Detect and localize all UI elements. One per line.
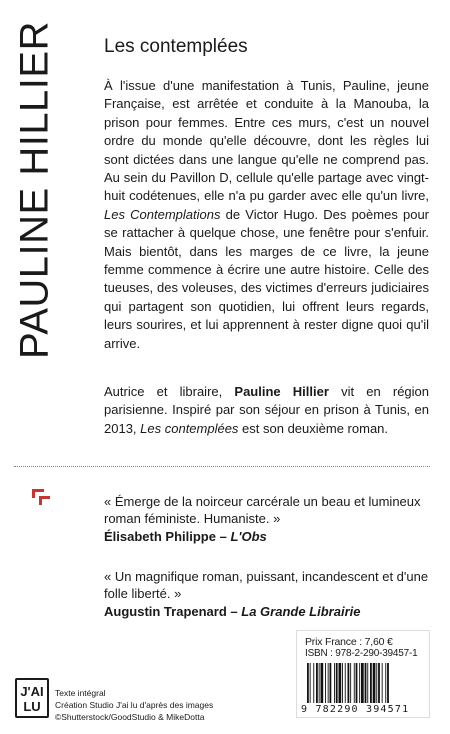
review-quote-2	[104, 568, 434, 620]
blurb-paragraph	[104, 77, 429, 353]
review-quote-1	[104, 493, 434, 545]
bio-middle: vit en région parisienne. Inspiré par son séjour en prison à Tunis, en 2013,	[104, 384, 430, 436]
publisher-logo	[15, 678, 49, 718]
credits-line-2: Création Studio J'ai lu d'après des images	[55, 700, 214, 710]
credits	[55, 687, 213, 723]
quote-text: « Un magnifique roman, puissant, incandescent et d'une folle liberté. »	[104, 569, 429, 601]
logo-line-2: LU	[23, 699, 41, 714]
credits-line-3: ©Shutterstock/GoodStudio & MikeDotta	[55, 712, 205, 722]
isbn-label: ISBN : 978-2-290-39457-1	[305, 648, 418, 659]
quote-mark-icon	[32, 487, 52, 507]
quote-person: Augustin Trapenard	[104, 604, 227, 619]
bio-suffix: est son deuxième roman.	[238, 420, 389, 436]
blurb-book-title: Les Contemplations	[104, 206, 221, 222]
quote-attribution: Élisabeth Philippe – L'Obs	[104, 529, 267, 544]
author-bio	[104, 383, 429, 438]
quote-text: « Émerge de la noirceur carcérale un beau et lumineux roman féministe. Humaniste. »	[104, 494, 421, 526]
price-label: Prix France : 7,60 €	[305, 636, 393, 648]
bio-book-title: Les contemplées	[140, 420, 239, 436]
quote-person: Élisabeth Philippe	[104, 529, 216, 544]
bio-prefix: Autrice et libraire,	[104, 384, 235, 399]
blurb-text-1: À l'issue d'une manifestation à Tunis, Pauline, jeune Française, est arrêtée et conduite à la Manouba, la prison pour femmes. Entre ces murs, c'est un nouvel ordre du monde qu'elle découvre, dont les règles lui sont dictées dans une langue qu'elle ne comprend pas. Au sein du Pavillon D, cellule qu'elle partage avec vingt-huit codétenues, elle n'a pu garder avec elle qu'un livre,	[104, 78, 429, 204]
book-title: Les contemplées	[104, 36, 248, 57]
ean-number: 9 782290 394571	[301, 704, 410, 715]
author-spine-name	[10, 21, 60, 359]
blurb-text-2: de Victor Hugo. Des poèmes pour se rattacher à quelque chose, une fenêtre pour s'enfuir. Mais bientôt, dans les marges de ce livre, la jeune femme commence à écrire une autre histoire. Celle des tueuses, des voleuses, des victimes d'erreurs judiciaires qui partagent son quotidien, lui offrent leurs regards, leurs sourires, et lui apprennent à rester digne quoi qu'il arrive.	[104, 206, 430, 351]
quote-outlet: La Grande Librairie	[241, 604, 361, 619]
logo-line-1: J'AI	[20, 684, 44, 699]
quote-outlet: L'Obs	[230, 529, 267, 544]
bio-author-name: Pauline Hillier	[234, 384, 329, 399]
quote-attribution: Augustin Trapenard – La Grande Librairie	[104, 604, 361, 619]
section-divider	[14, 466, 430, 467]
credits-line-1: Texte intégral	[55, 688, 106, 698]
barcode-icon	[305, 663, 425, 703]
price-barcode-box	[296, 630, 430, 718]
author-name: PAULINE HILLIER	[12, 21, 57, 359]
